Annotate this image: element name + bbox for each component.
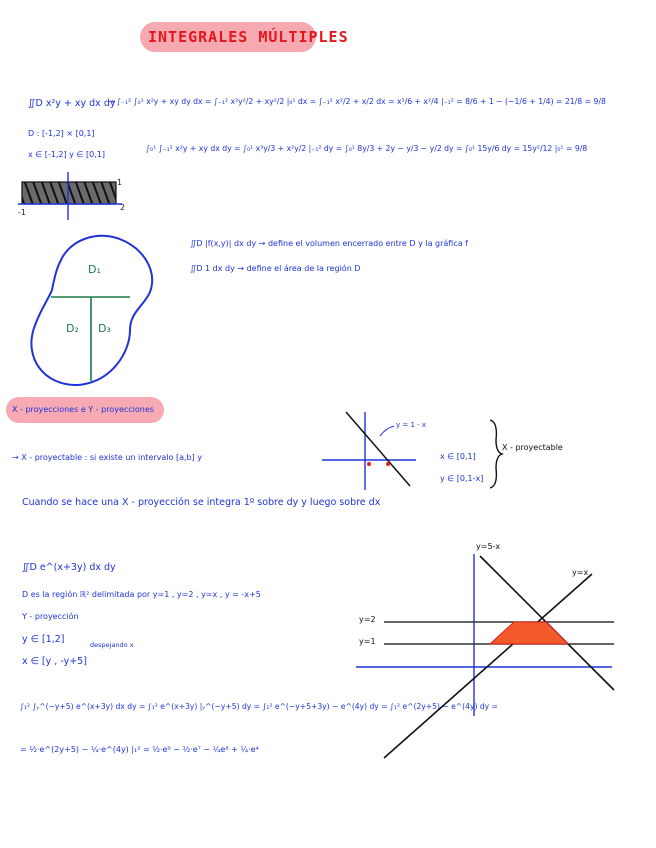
- ex2-despejando-note: despejando x: [90, 641, 134, 649]
- page-title: INTEGRALES MÚLTIPLES: [148, 28, 349, 46]
- proj-x-range: x ∈ [0,1]: [440, 452, 476, 461]
- graph-label-y-5-x: y=5-x: [476, 542, 501, 551]
- ex1-axis-x-left: -1: [18, 208, 26, 217]
- ex2-calculation-2: = ½·e^(2y+5) − ¼·e^(4y) |₁² = ½·e⁹ − ½·e⁷ − ¼e⁸ + ¼·e⁴: [20, 745, 259, 754]
- proj-y-range: y ∈ [0,1-x]: [440, 474, 484, 483]
- ex1-axis-x-right: 2: [120, 203, 126, 212]
- ex2-calculation-1: ∫₁² ∫ᵧ^(−y+5) e^(x+3y) dx dy = ∫₁² e^(x+3y) |ᵧ^(−y+5) dy = ∫₁² e^(−y+5+3y) − e^(4y) dy = ∫₁² e^(2y+5) − e^(4y) dy =: [20, 702, 498, 711]
- proj-point-b: [386, 462, 390, 466]
- graph-label-y-1: y=1: [359, 637, 376, 646]
- proj-line-1-minus-x: [346, 412, 410, 486]
- ex2-x-range: x ∈ [y , -y+5]: [22, 656, 87, 667]
- proj-sentence: Cuando se hace una X - proyección se integra 1º sobre dy y luego sobre dx: [22, 497, 381, 508]
- graph-label-y-x: y=x: [572, 568, 589, 577]
- region-label-d2: D₂: [66, 322, 79, 335]
- ex1-hatched-rectangle: [22, 182, 116, 204]
- ex2-line-y-x: [384, 574, 592, 758]
- ex1-chain-bottom: ∫₀¹ ∫₋₁² x²y + xy dx dy = ∫₀¹ x³y/3 + x²y/2 |₋₁² dy = ∫₀¹ 8y/3 + 2y − y/3 − y/2 dy = ∫₀¹ 15y/6 dy = 15y²/12 |₀¹ = 9/8: [146, 144, 588, 153]
- proj-label-arrow: [380, 426, 394, 436]
- ex2-y-projection: Y - proyección: [22, 612, 79, 621]
- region-label-d3: D₃: [98, 322, 111, 335]
- proj-line-label: y = 1 - x: [396, 421, 427, 429]
- proj-x-definition: → X - proyectable : si existe un intervalo [a,b] y: [12, 453, 202, 462]
- region-d-diagram: [31, 236, 152, 385]
- ex2-integral: ∬D e^(x+3y) dx dy: [22, 562, 116, 573]
- graph-label-y-2: y=2: [359, 615, 376, 624]
- ex1-region-diagram: [18, 172, 122, 220]
- ex1-axis-y-tick: 1: [117, 178, 123, 187]
- ex2-y-range: y ∈ [1,2]: [22, 634, 65, 645]
- ex2-description: D es la región ℝ² delimitada por y=1 , y=2 , y=x , y = -x+5: [22, 590, 261, 599]
- ex2-shaded-region: [490, 622, 568, 644]
- proj-point-a: [367, 462, 371, 466]
- ex1-integrand: ∬D x²y + xy dx dy: [28, 98, 116, 109]
- ex2-region-graph: [356, 554, 614, 758]
- ex1-ranges: x ∈ [-1,2] y ∈ [0,1]: [28, 150, 105, 159]
- proj-brace: [490, 420, 502, 488]
- proj-bracket-label: X - proyectable: [502, 443, 563, 452]
- regions-volume-line: ∬D |f(x,y)| dx dy → define el volumen encerrado entre D y la gráfica f: [190, 239, 468, 248]
- proj-heading: X - proyecciones e Y - proyecciones: [12, 405, 154, 414]
- ex1-domain: D : [-1,2] × [0,1]: [28, 129, 95, 138]
- x-projection-diagram: [322, 412, 502, 490]
- region-label-d1: D₁: [88, 263, 101, 276]
- regions-area-line: ∬D 1 dx dy → define el área de la región D: [190, 264, 361, 273]
- ex1-chain-top: → ∫₋₁² ∫₀¹ x²y + xy dy dx = ∫₋₁² x²y²/2 + xy²/2 |₀¹ dx = ∫₋₁² x²/2 + x/2 dx = x³/6 + x²/4 |₋₁² = 8/6 + 1 − (−1/6 + 1/4) = 21/8 = 9/8: [108, 97, 606, 106]
